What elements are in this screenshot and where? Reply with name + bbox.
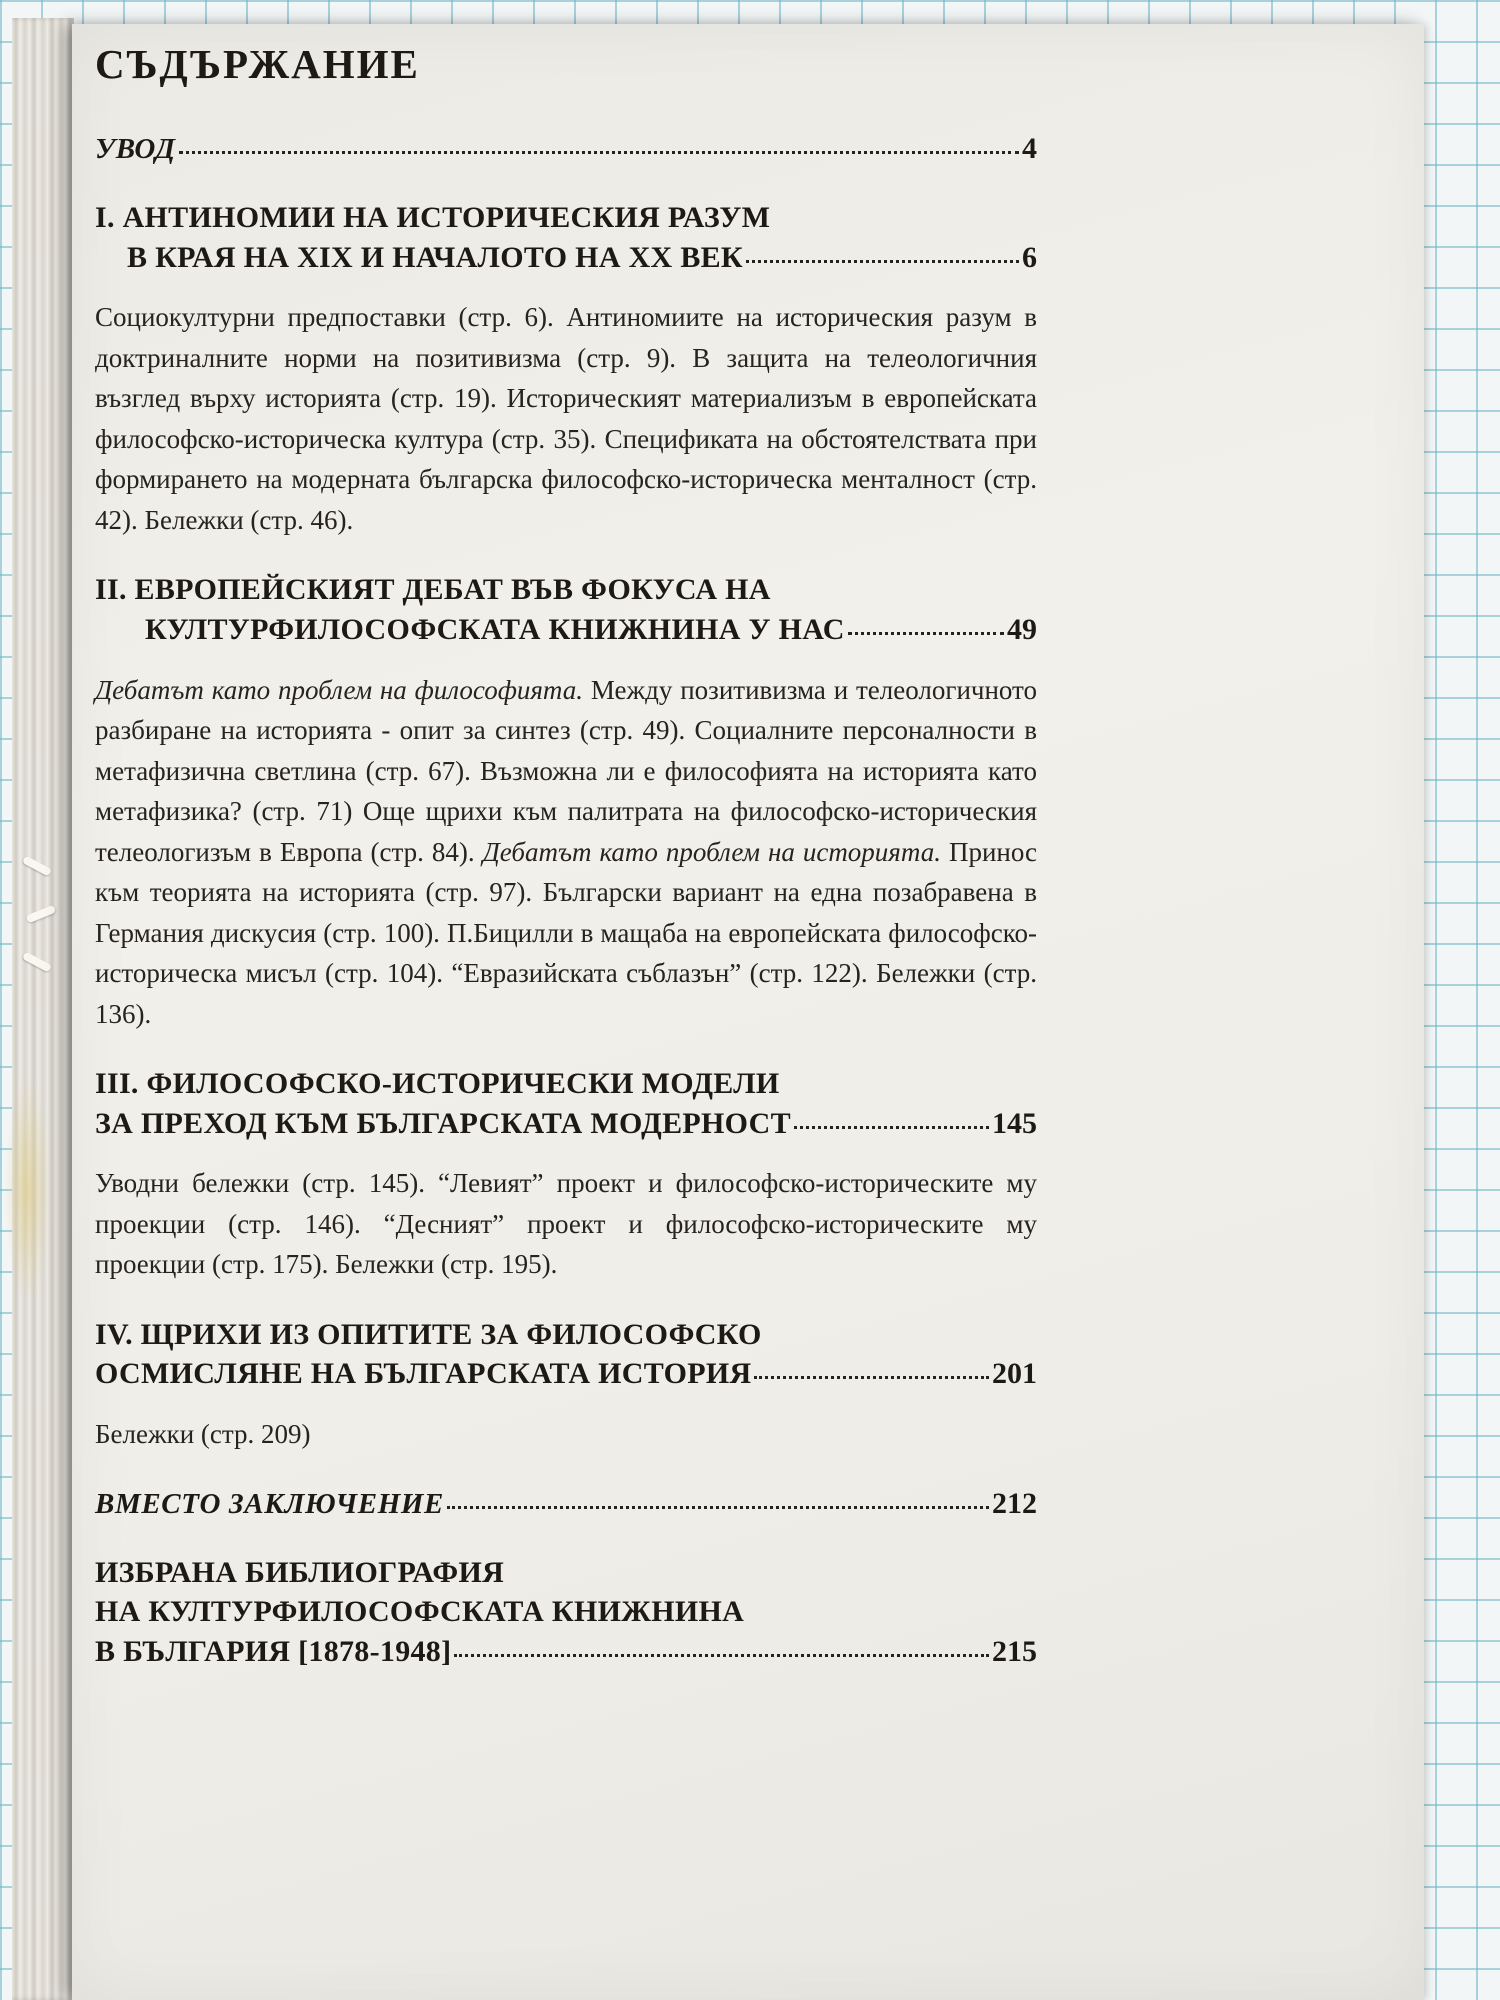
dotted-leader (179, 151, 1019, 154)
entry-heading: УВОД (95, 133, 176, 165)
entry-heading: ЗА ПРЕХОД КЪМ БЪЛГАРСКАТА МОДЕРНОСТ (95, 1106, 791, 1140)
entry-heading: В БЪЛГАРИЯ [1878-1948] (95, 1634, 452, 1668)
description-text-italic: Дебатът като проблем на философията. (95, 674, 584, 705)
entry-heading-line (95, 238, 1037, 278)
table-of-contents (95, 40, 1037, 1702)
toc-entry (95, 570, 1037, 1034)
entry-heading: IV. ЩРИХИ ИЗ ОПИТИТЕ ЗА ФИЛОСОФСКО (95, 1317, 762, 1351)
entry-description (95, 670, 1037, 1035)
entry-heading: I. АНТИНОМИИ НА ИСТОРИЧЕСКИЯ РАЗУМ (95, 201, 771, 235)
entry-heading-line (95, 1104, 1037, 1144)
entry-heading-line (95, 1553, 1037, 1593)
dotted-leader (848, 632, 1004, 635)
entry-heading: ИЗБРАНА БИБЛИОГРАФИЯ (95, 1555, 505, 1589)
entry-page-number: 145 (992, 1106, 1037, 1140)
description-text: Бележки (стр. 209) (95, 1419, 311, 1450)
entry-description (95, 1414, 1037, 1455)
entry-page-number: 215 (992, 1634, 1037, 1668)
toc-entry (95, 1485, 1037, 1523)
page-title: СЪДЪРЖАНИЕ (95, 41, 420, 87)
entry-heading-line (95, 1592, 1037, 1632)
entry-description (95, 1163, 1037, 1285)
entry-heading-line (95, 1485, 1037, 1523)
description-text: Принос към теорията на историята (стр. 97). Български вариант на една позабравена в Германия дискусия (стр. 100). П.Бицилли в мащаба на европейската философско-историческа мисъл (стр. 104). “Евразийската съблазън” (стр. 122). Бележки (стр. 136). (95, 836, 1037, 1029)
entry-heading: II. ЕВРОПЕЙСКИЯТ ДЕБАТ ВЪВ ФОКУСА НА (95, 573, 771, 607)
toc-entry (95, 130, 1037, 168)
dotted-leader (454, 1654, 989, 1657)
dotted-leader (447, 1506, 989, 1509)
toc-entry (95, 1315, 1037, 1455)
entry-heading: ОСМИСЛЯНЕ НА БЪЛГАРСКАТА ИСТОРИЯ (95, 1357, 752, 1391)
toc-entry (95, 1064, 1037, 1285)
entry-heading-line (95, 198, 1037, 238)
entry-heading: В КРАЯ НА XIX И НАЧАЛОТО НА XX ВЕК (127, 240, 743, 274)
description-text: Социокултурни предпоставки (стр. 6). Антиномиите на историческия разум в доктриналните норми на позитивизма (стр. 9). В защита на телеологичния възглед върху историята (стр. 19). Историческият материализъм в европейската философско-историческа култура (стр. 35). Спецификата на обстоятелствата при формирането на модерната българска философско-историческа менталност (стр. 42). Бележки (стр. 46). (95, 302, 1037, 535)
entry-page-number: 201 (992, 1357, 1037, 1391)
entry-heading-line (95, 570, 1037, 610)
entry-heading-line (95, 1632, 1037, 1672)
toc-entry (95, 198, 1037, 540)
entry-description (95, 297, 1037, 540)
dotted-leader (746, 260, 1019, 263)
description-text: Между позитивизма и телеологичното разбиране на историята - опит за синтез (стр. 49). Социалните персоналности в метафизична светлина (стр. 67). Възможна ли е философията на историята като метафизика? (стр. 71) Още щрихи към палитрата на философско-историческия телеологизъм в Европа (стр. 84). (95, 674, 1038, 867)
entry-heading-line (95, 610, 1037, 650)
entry-page-number: 49 (1007, 613, 1037, 647)
book-binding-edge (12, 18, 74, 2000)
entry-heading-line (95, 1064, 1037, 1104)
entry-heading: ВМЕСТО ЗАКЛЮЧЕНИЕ (95, 1487, 444, 1520)
entry-heading-line (95, 1315, 1037, 1355)
entry-heading-line (95, 130, 1037, 168)
entry-heading-line (95, 1354, 1037, 1394)
dotted-leader (794, 1126, 989, 1129)
description-text: Уводни бележки (стр. 145). “Левият” проект и философско-историческите му проекции (стр. 146). “Десният” проект и философско-историческите му проекции (стр. 175). Бележки (стр. 195). (95, 1168, 1037, 1280)
description-text-italic: Дебатът като проблем на историята. (482, 836, 941, 867)
entry-page-number: 6 (1022, 240, 1037, 274)
entry-heading: III. ФИЛОСОФСКО-ИСТОРИЧЕСКИ МОДЕЛИ (95, 1067, 780, 1101)
entry-heading: НА КУЛТУРФИЛОСОФСКАТА КНИЖНИНА (95, 1595, 745, 1629)
toc-entry (95, 1553, 1037, 1672)
dotted-leader (754, 1376, 989, 1379)
entry-page-number: 212 (992, 1486, 1037, 1520)
entry-page-number: 4 (1022, 132, 1037, 165)
entry-heading: КУЛТУРФИЛОСОФСКАТА КНИЖНИНА У НАС (145, 613, 845, 647)
binding-smudge (4, 1080, 50, 1300)
book-page (72, 24, 1424, 2000)
